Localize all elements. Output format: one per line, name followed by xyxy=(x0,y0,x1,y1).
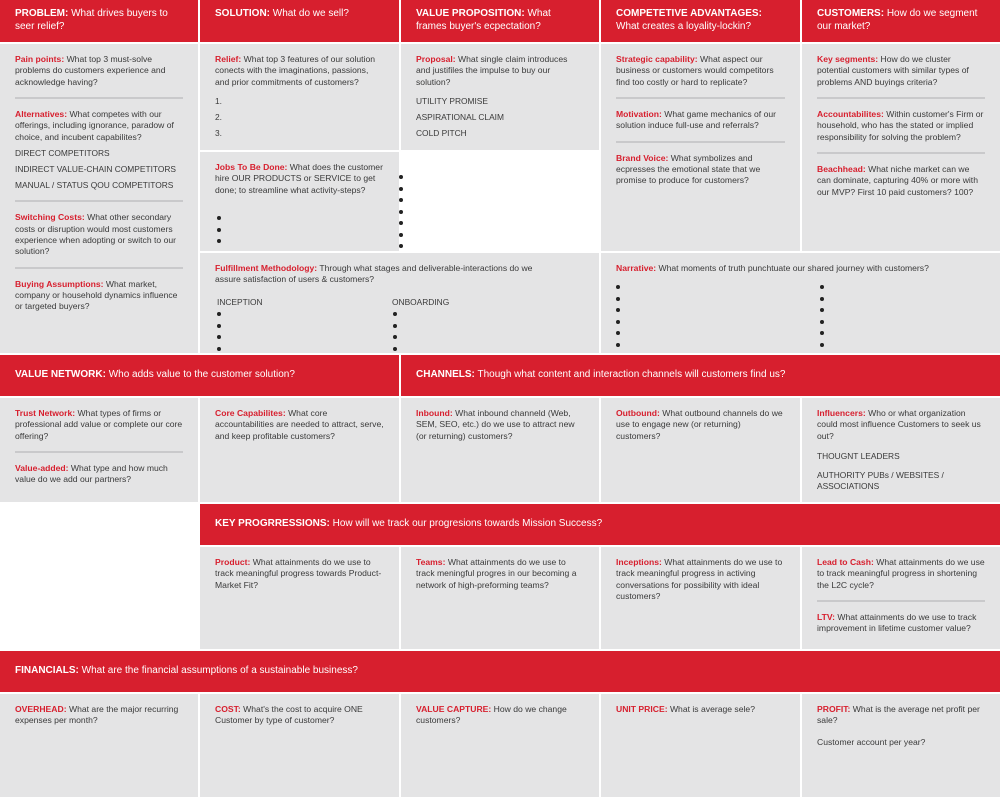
relief: Relief: What top 3 features of our solution conects with the imaginations, passions, and prior commitments of customers? xyxy=(215,54,376,87)
proposal-item: COLD PITCH xyxy=(416,128,467,139)
bullet xyxy=(399,187,403,191)
bullet xyxy=(217,347,221,351)
teams: Teams: What attainments do we use to track meningful progres in our becoming a network of high-preforming teams? xyxy=(416,557,577,590)
value-network-header: VALUE NETWORK: Who adds value to the customer solution? xyxy=(0,355,399,396)
bullet xyxy=(399,233,403,237)
bullet xyxy=(399,244,403,248)
jobs-bullets-right xyxy=(399,175,403,256)
product: Product: What attainments do we use to track meaningful progress towards Product-Market Fit? xyxy=(215,557,382,590)
brand-voice: Brand Voice: What symbolizes and ecpresses the emotional state that we promise to produce for customers? xyxy=(616,152,761,186)
trust-network: Trust Network: What types of firms or professional add value or complete our core offering? xyxy=(15,408,183,441)
relief-cell xyxy=(200,44,399,150)
influencer-item: AUTHORITY PUBs / WEBSITES / ASSOCIATIONS xyxy=(817,470,944,492)
pain-points: Pain points: What top 3 must-solve problems do customers experience and acknowledge having? xyxy=(15,54,166,87)
influencers-cell xyxy=(802,398,1000,502)
outbound: Outbound: What outbound channels do we use to engage new (or returning) customers? xyxy=(616,408,783,441)
bullet xyxy=(217,239,221,243)
competitive-cell xyxy=(601,44,800,251)
lead-to-cash: Lead to Cash: What attainments do we use to track meaningful progress in shortening the L2C cycle? xyxy=(817,557,985,590)
value-capture: VALUE CAPTURE: How do we change customers? xyxy=(416,704,567,726)
bullet xyxy=(616,308,620,312)
narrative: Narrative: What moments of truth punchtuate our shared journey with customers? xyxy=(616,263,929,273)
customers-header: CUSTOMERS: How do we segment our market? xyxy=(802,0,1000,42)
trust-network-cell xyxy=(0,398,198,502)
influencer-item: THOUGNT LEADERS xyxy=(817,451,900,462)
divider xyxy=(15,451,183,453)
proposal: Proposal: What single claim introduces and justifiles the impulse to buy our solution? xyxy=(416,54,568,87)
bullet xyxy=(820,308,824,312)
divider xyxy=(15,267,183,269)
financials-header: FINANCIALS: What are the financial assumptions of a sustainable business? xyxy=(0,651,1000,692)
bullet xyxy=(820,285,824,289)
overhead: OVERHEAD: What are the major recurring expenses per month? xyxy=(15,704,179,726)
jobs-cell xyxy=(200,152,399,251)
channels-header: CHANNELS: Though what content and interaction channels will customers find us? xyxy=(401,355,1000,396)
bullet xyxy=(217,324,221,328)
inbound-cell xyxy=(401,398,599,502)
motivation: Motivation: What game mechanics of our solution induce full-use and referrals? xyxy=(616,109,776,131)
core-capabilities-cell xyxy=(200,398,399,502)
problem-header: PROBLEM: What drives buyers to seer relief? xyxy=(0,0,198,42)
fulfillment-inception: INCEPTION xyxy=(217,297,263,307)
fulfillment-onboarding: ONBOARDING xyxy=(392,297,450,307)
bullet xyxy=(616,297,620,301)
cost: COST: What's the cost to acquire ONE Customer by type of customer? xyxy=(215,704,363,726)
jobs-bullets-left xyxy=(217,216,221,251)
bullet xyxy=(616,343,620,347)
proposal-item: ASPIRATIONAL CLAIM xyxy=(416,112,504,123)
accountabilities: Accountabilites: Within customer's Firm or household, who has the stated or implied responsibility for solving the problem? xyxy=(817,109,984,142)
problem-cell xyxy=(0,44,198,353)
value-capture-cell xyxy=(401,694,599,797)
key-progressions-header: KEY PROGRRESSIONS: How will we track our progresions towards Mission Success? xyxy=(200,504,1000,545)
unit-price: UNIT PRICE: What is average sele? xyxy=(616,704,755,714)
customer-account: Customer account per year? xyxy=(817,736,926,747)
profit-cell xyxy=(802,694,1000,797)
switching-costs: Switching Costs: What other secondary costs or disruption would most customers experience when adopting or switch to our solution? xyxy=(15,212,176,257)
bullet xyxy=(820,343,824,347)
bullet xyxy=(399,221,403,225)
inbound: Inbound: What inbound channeld (Web, SEM, SEO, etc.) do we use to attract new (or returning) customers? xyxy=(416,408,575,441)
key-segments: Key segments: How do we cluster potential customers with similar types of problems AND buyings criteria? xyxy=(817,54,969,87)
bullet xyxy=(399,210,403,214)
divider xyxy=(616,141,785,143)
alternatives: Alternatives: What competes with our offerings, including ignorance, paradow of choice, and incubent capabilites? DIRECT COMPETITORS INDIRECT VALUE-CHAIN COMPETITORS MANUAL / STATUS QOU COMPETITORS xyxy=(15,109,183,191)
alternative-item: DIRECT COMPETITORS xyxy=(15,148,110,159)
relief-item: 3. xyxy=(215,128,222,139)
teams-cell xyxy=(401,547,599,649)
bullet xyxy=(616,320,620,324)
bullet xyxy=(393,312,397,316)
bullet xyxy=(820,297,824,301)
proposal-cell xyxy=(401,44,599,150)
strategic-capability: Strategic capability: What aspect our business or customers would competitors find too costly or hard to replicate? xyxy=(616,54,774,87)
bullet xyxy=(217,312,221,316)
relief-item: 2. xyxy=(215,112,222,123)
unit-price-cell xyxy=(601,694,800,797)
divider xyxy=(817,152,985,154)
divider xyxy=(817,97,985,99)
bullet xyxy=(217,228,221,232)
bullet xyxy=(616,285,620,289)
value-proposition-header: VALUE PROPOSITION: What frames buyer's ecpectation? xyxy=(401,0,599,42)
alternative-item: INDIRECT VALUE-CHAIN COMPETITORS xyxy=(15,164,177,175)
divider xyxy=(15,200,183,202)
alternative-item: MANUAL / STATUS QOU COMPETITORS xyxy=(15,180,174,191)
proposal-item: UTILITY PROMISE xyxy=(416,96,488,107)
bullet xyxy=(399,175,403,179)
outbound-cell xyxy=(601,398,800,502)
narrative-bullets-left xyxy=(616,285,620,354)
narrative-cell xyxy=(601,253,1000,353)
narrative-bullets-right xyxy=(820,285,824,354)
overhead-cell xyxy=(0,694,198,797)
inceptions: Inceptions: What attainments do we use to track meaningful progress in activing conversations for possibility with ideal customers? xyxy=(616,557,783,602)
buying-assumptions: Buying Assumptions: What market, company or household dynamics influence or targeted buyers? xyxy=(15,278,178,312)
competitive-advantages-header: COMPETETIVE ADVANTAGES: What creates a loyality-lockin? xyxy=(601,0,800,42)
core-capabilities: Core Capabilites: What core accountabilities are needed to attract, serve, and keep profitable customers? xyxy=(215,408,384,441)
product-cell xyxy=(200,547,399,649)
fulfillment-bullets-right xyxy=(393,312,397,358)
divider xyxy=(15,97,183,99)
jobs-to-be-done: Jobs To Be Done: What does the customer hire OUR PRODUCTS or SERVICE to get done; to streamline what activity-steps? xyxy=(215,162,383,195)
inceptions-cell xyxy=(601,547,800,649)
bullet xyxy=(393,347,397,351)
bullet xyxy=(393,324,397,328)
solution-header: SOLUTION: What do we sell? xyxy=(200,0,399,42)
fulfillment-methodology: Fulfillment Methodology: Through what stages and deliverable-interactions do we assure satisfaction of users & customers? xyxy=(215,263,533,285)
fulfillment-bullets-left xyxy=(217,312,221,358)
profit: PROFIT: What is the average net profit per sale? xyxy=(817,704,980,726)
cost-cell xyxy=(200,694,399,797)
bullet xyxy=(820,331,824,335)
bullet xyxy=(820,320,824,324)
lead-to-cash-cell xyxy=(802,547,1000,649)
divider xyxy=(616,97,785,99)
bullet xyxy=(399,198,403,202)
beachhead: Beachhead: What niche market can we can dominate, capturing 40% or more with our MVP? First 10 paid customers? 100? xyxy=(817,164,978,197)
bullet xyxy=(217,216,221,220)
bullet xyxy=(393,335,397,339)
value-added: Value-added: What type and how much value do we add our partners? xyxy=(15,463,168,485)
customers-cell xyxy=(802,44,1000,251)
ltv: LTV: What attainments do we use to track improvement in lifetime customer value? xyxy=(817,612,977,634)
bullet xyxy=(616,331,620,335)
bullet xyxy=(217,335,221,339)
influencers: Influencers: Who or what organization could most influence Customers to seek us out? xyxy=(817,408,981,441)
divider xyxy=(817,600,985,602)
relief-item: 1. xyxy=(215,96,222,107)
